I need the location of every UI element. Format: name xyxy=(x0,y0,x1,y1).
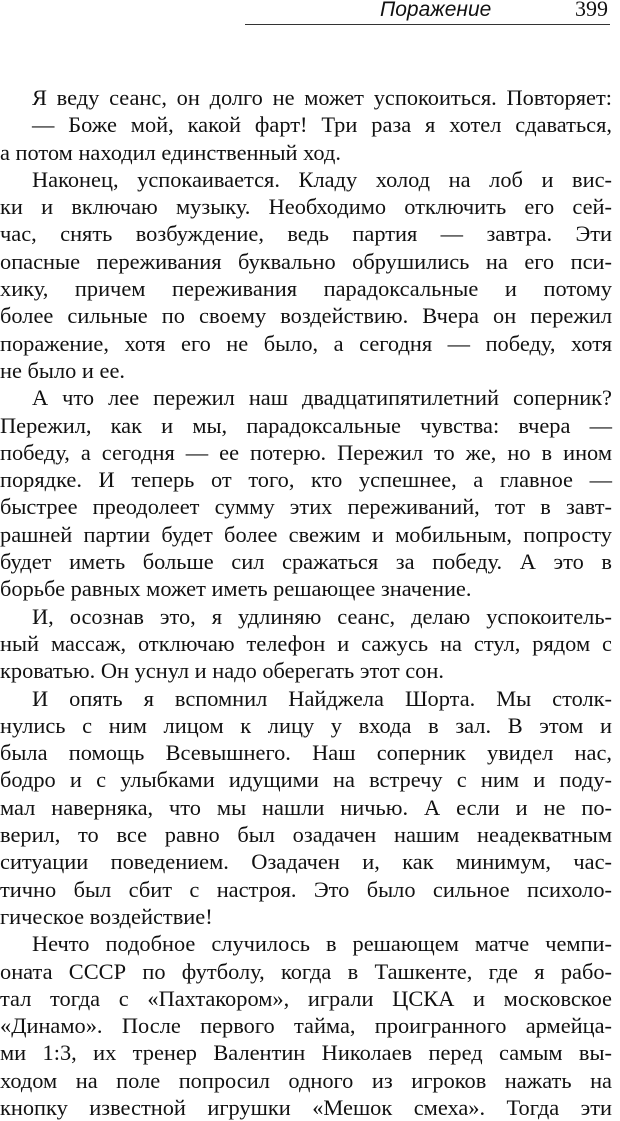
text-line: верил, то все равно был озадачен нашим неадекватным xyxy=(0,822,612,848)
text-line: кнопку известной игрушки «Мешок смеха». Тогда эти xyxy=(0,1094,612,1120)
text-line: тично был сбит с настроя. Это было сильное психоло- xyxy=(0,876,612,902)
text-line: Нечто подобное случилось в решающем матче чемпи- xyxy=(32,931,612,957)
text-line: ходом на поле попросил одного из игроков нажать на xyxy=(0,1067,612,1093)
text-line: будет иметь больше сил сражаться за победу. А это в xyxy=(0,549,612,575)
running-title: Поражение xyxy=(380,0,492,21)
text-line: И опять я вспомнил Найджела Шорта. Мы столк- xyxy=(32,685,612,711)
text-line: оната СССР по футболу, когда в Ташкенте, где я рабо- xyxy=(0,958,612,984)
body-text xyxy=(0,84,612,1121)
text-line: Я веду сеанс, он долго не может успокоиться. Повторяет: xyxy=(32,85,612,110)
text-line: Пережил, как и мы, парадоксальные чувства: вчера — xyxy=(0,412,612,438)
text-line: порядке. И теперь от того, кто успешнее, а главное — xyxy=(0,467,612,493)
text-line: кроватью. Он уснул и надо оберегать этот сон. xyxy=(0,658,444,684)
text-line: не было и ее. xyxy=(0,357,125,383)
text-line: Наконец, успокаивается. Кладу холод на лоб и вис- xyxy=(32,166,612,192)
text-line: ный массаж, отключаю телефон и сажусь на стул, рядом с xyxy=(0,630,612,656)
text-line: ситуации поведением. Озадачен и, как минимум, час- xyxy=(0,849,612,875)
text-line: победу, а сегодня — ее потерю. Пережил то же, но в ином xyxy=(0,439,612,465)
text-line: «Динамо». После первого тайма, проигранного армейца- xyxy=(0,1013,612,1039)
header-rule xyxy=(245,24,610,25)
text-line: борьбе равных может иметь решающее значение. xyxy=(0,576,472,602)
text-line: хику, причем переживания парадоксальные и потому xyxy=(0,276,612,302)
text-line: поражение, хотя его не было, а сегодня — победу, хотя xyxy=(0,330,612,356)
text-line: была помощь Всевышнего. Наш соперник увидел нас, xyxy=(0,740,612,766)
text-line: И, осознав это, я удлиняю сеанс, делаю успокоитель- xyxy=(32,603,612,629)
text-line: тал тогда с «Пахтакором», играли ЦСКА и московское xyxy=(0,985,612,1011)
text-line: ми 1:3, их тренер Валентин Николаев перед самым вы- xyxy=(0,1040,612,1066)
page-number: 399 xyxy=(575,0,608,21)
text-line: — Боже мой, какой фарт! Три раза я хотел сдаваться, xyxy=(32,112,612,138)
text-line: мал наверняка, что мы нашли ничью. А если и не по- xyxy=(0,794,612,820)
text-line: опасные переживания буквально обрушились на его пси- xyxy=(0,248,612,274)
text-line: рашней партии будет более свежим и мобильным, попросту xyxy=(0,521,612,547)
text-line: бодро и с улыбками идущими на встречу с ним и поду- xyxy=(0,767,612,793)
text-line: час, снять возбуждение, ведь партия — завтра. Эти xyxy=(0,221,612,247)
text-line: ки и включаю музыку. Необходимо отключить его сей- xyxy=(0,194,612,220)
text-line: быстрее преодолеет сумму этих переживаний, тот в завт- xyxy=(0,494,612,520)
running-header xyxy=(245,0,620,30)
text-line: гическое воздействие! xyxy=(0,903,213,929)
text-line: более сильные по своему воздействию. Вчера он пережил xyxy=(0,303,612,329)
text-line: А что лее пережил наш двадцатипятилетний соперник? xyxy=(32,385,612,411)
text-line: а потом находил единственный ход. xyxy=(0,139,341,165)
text-line: нулись с ним лицом к лицу у входа в зал. В этом и xyxy=(0,712,612,738)
